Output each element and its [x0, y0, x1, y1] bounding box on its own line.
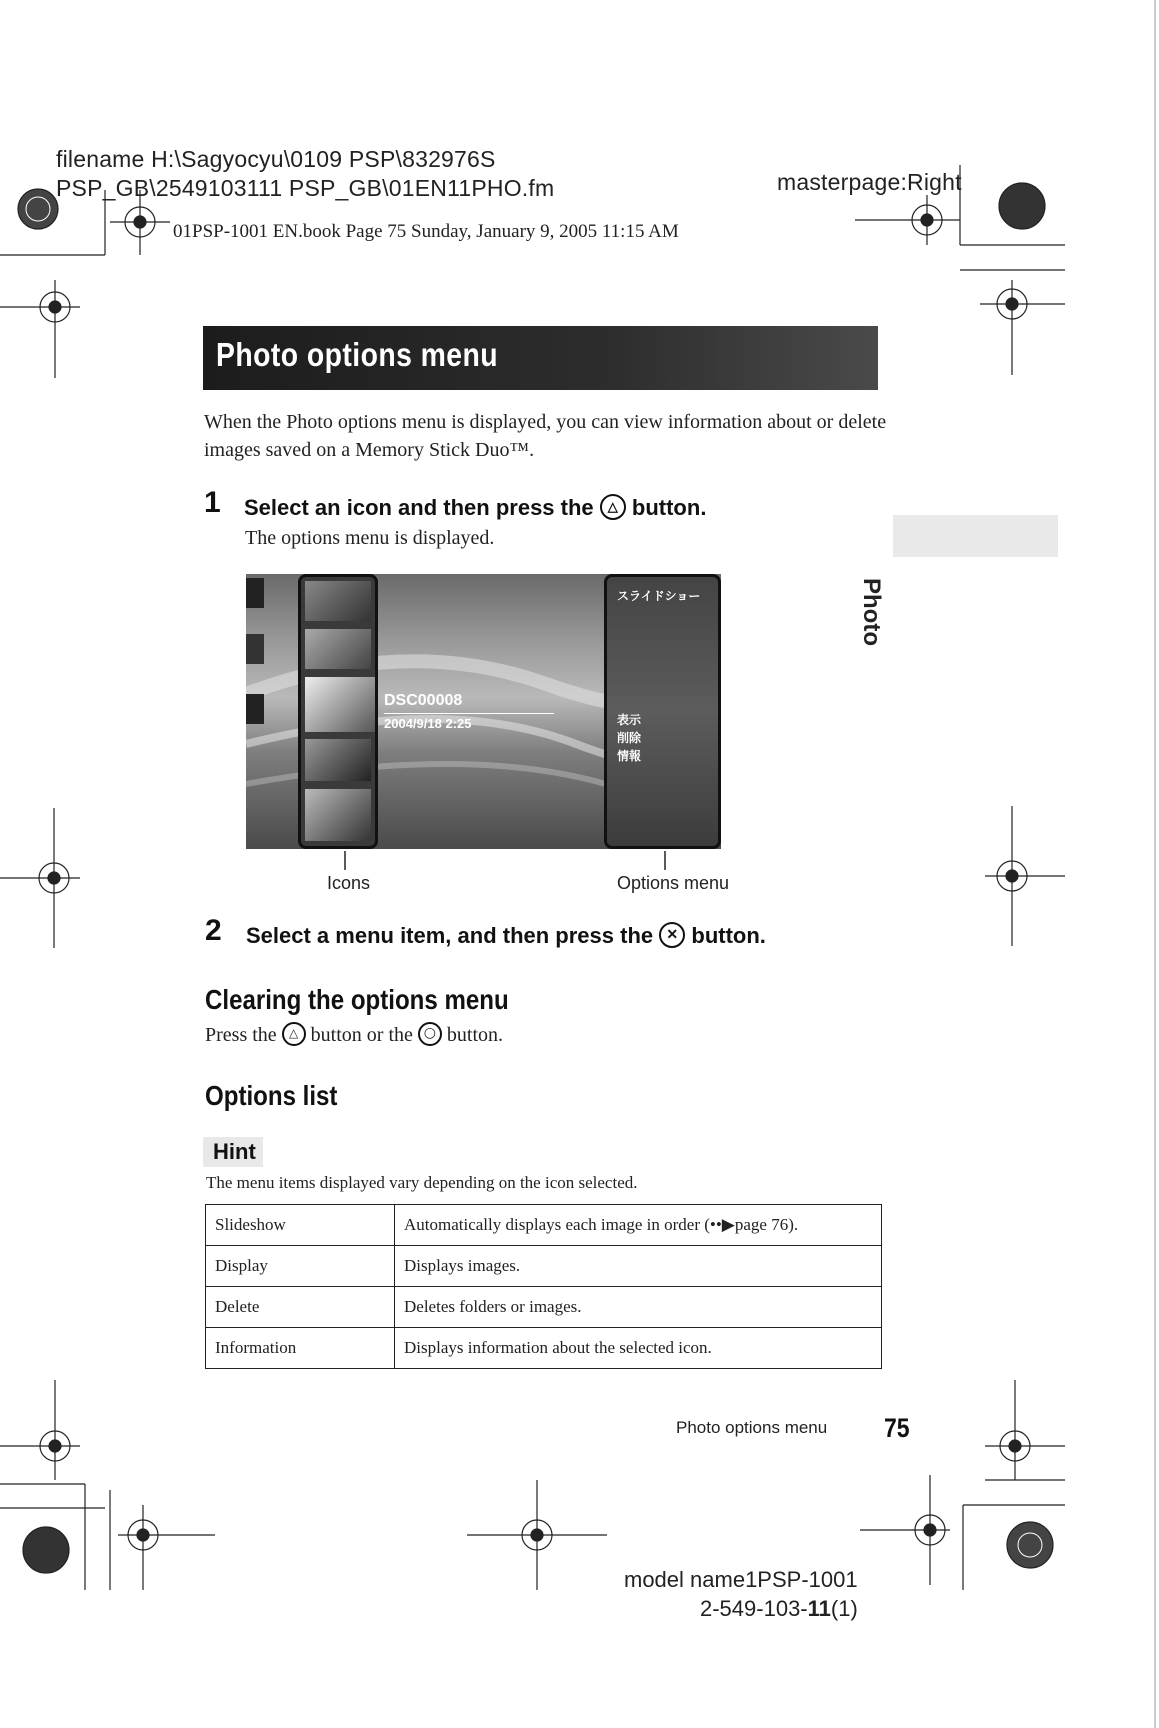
clearing-heading: Clearing the options menu — [205, 984, 509, 1015]
cross-button-icon: ✕ — [659, 922, 685, 948]
model-code: 2-549-103- — [700, 1596, 808, 1621]
model-code-bold: 11 — [807, 1596, 831, 1621]
hint-label: Hint — [213, 1139, 256, 1164]
book-info: 01PSP-1001 EN.book Page 75 Sunday, January 9, 2005 11:15 AM — [173, 221, 679, 242]
triangle-button-icon: △ — [282, 1022, 306, 1046]
table-row — [206, 1246, 882, 1287]
option-name-cell: Slideshow — [206, 1205, 395, 1246]
clearing-text: Press the — [205, 1024, 277, 1046]
step-2-instruction — [246, 923, 766, 950]
option-desc-cell: Deletes folders or images. — [395, 1287, 882, 1328]
screen-file-name: DSC00008 — [384, 692, 463, 709]
table-row — [206, 1205, 882, 1246]
filename-line-2: PSP_GB\2549103111 PSP_GB\01EN11PHO.fm — [56, 175, 555, 201]
option-name-cell: Delete — [206, 1287, 395, 1328]
intro-paragraph: When the Photo options menu is displayed, you can view information about or delete images saved on a Memory Stick Duo™. — [204, 411, 887, 461]
footer-section-label: Photo options menu — [676, 1418, 828, 1437]
step-2-number: 2 — [205, 914, 222, 947]
circle-button-icon: ○ — [418, 1022, 442, 1046]
clearing-text-mid: button or the — [310, 1024, 413, 1046]
options-table — [205, 1204, 882, 1369]
menu-item-delete: 削除 — [617, 731, 642, 745]
option-name-cell: Information — [206, 1328, 395, 1369]
table-row — [206, 1287, 882, 1328]
filename-line-1: filename H:\Sagyocyu\0109 PSP\832976S — [56, 146, 496, 172]
option-desc-cell: Displays information about the selected icon. — [395, 1328, 882, 1369]
page-title: Photo options menu — [216, 336, 499, 373]
step-2-text-end: button. — [691, 923, 766, 948]
menu-item-display: 表示 — [617, 713, 642, 727]
clearing-paragraph — [205, 1021, 503, 1049]
model-line-2 — [700, 1596, 858, 1622]
model-code-suffix: (1) — [830, 1596, 858, 1621]
hint-text: The menu items displayed vary depending on the icon selected. — [206, 1173, 638, 1192]
menu-item-info: 情報 — [617, 749, 642, 763]
options-list-heading: Options list — [205, 1080, 338, 1111]
option-desc-cell: Displays images. — [395, 1246, 882, 1287]
triangle-button-icon: △ — [600, 494, 626, 520]
page-number: 75 — [884, 1413, 910, 1443]
table-row — [206, 1328, 882, 1369]
step-1-text-end: button. — [631, 495, 707, 520]
side-tab-label: Photo — [858, 578, 885, 646]
caption-icons: Icons — [327, 873, 371, 893]
model-line-1: model name1PSP-1001 — [624, 1567, 858, 1592]
screen-date: 2004/9/18 2:25 — [384, 716, 472, 731]
masterpage-label: masterpage:Right — [777, 169, 962, 195]
step-1-subtext: The options menu is displayed. — [245, 527, 495, 549]
caption-options-menu: Options menu — [617, 873, 730, 893]
hint-label-box — [203, 1137, 263, 1167]
step-1-text: Select an icon and then press the — [244, 495, 594, 520]
clearing-text-end: button. — [446, 1024, 504, 1046]
option-desc-cell: Automatically displays each image in order (••▶page 76). — [395, 1205, 882, 1246]
step-1-number: 1 — [204, 486, 221, 519]
menu-item-slideshow: スライドショー — [617, 589, 701, 603]
option-name-cell: Display — [206, 1246, 395, 1287]
step-2-text: Select a menu item, and then press the — [246, 923, 654, 948]
